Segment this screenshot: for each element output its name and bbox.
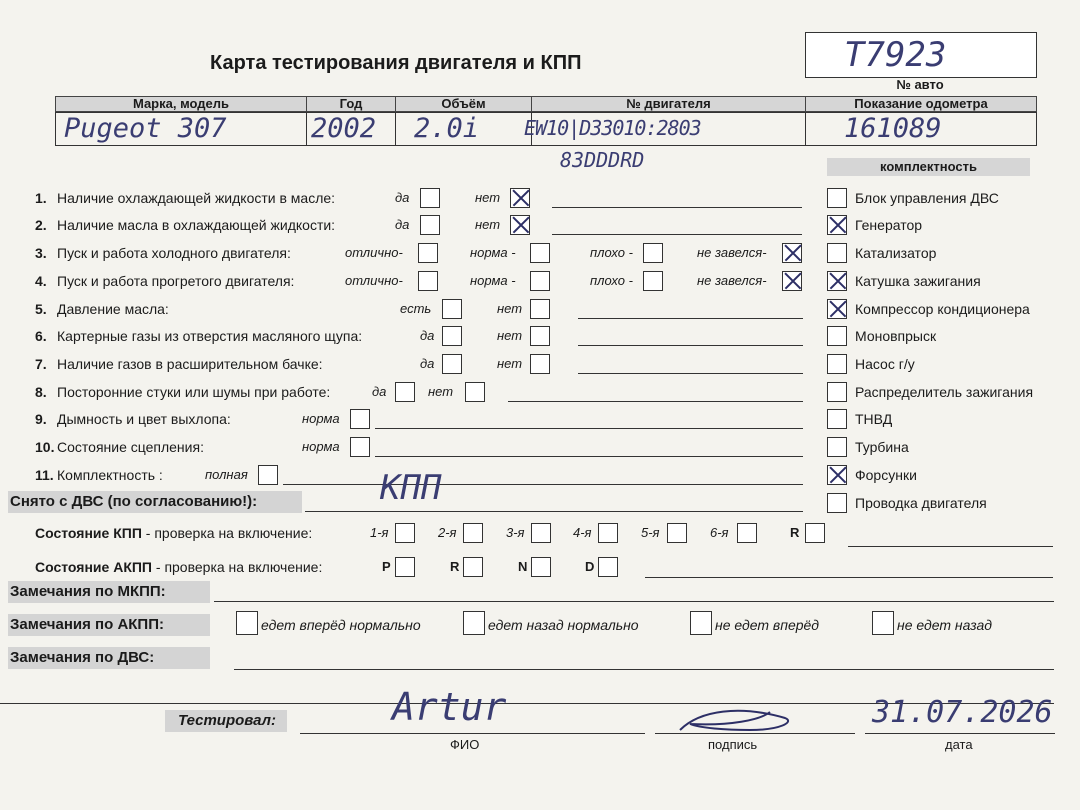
question-number: 10. xyxy=(35,439,55,455)
complect-item-label: Катушка зажигания xyxy=(855,273,981,289)
question-answer-line xyxy=(578,373,803,374)
header-make: Марка, модель xyxy=(55,96,307,112)
cell-year xyxy=(306,112,396,146)
akpp-remark-option-label: едет вперёд нормально xyxy=(261,617,421,633)
kpp-label-bold: Состояние КПП xyxy=(35,525,142,541)
question-option-label: да xyxy=(420,356,435,371)
question-option-checkbox[interactable] xyxy=(420,215,440,235)
question-option-label: нет xyxy=(497,301,523,316)
question-option-checkbox[interactable] xyxy=(350,437,370,457)
cell-engine xyxy=(524,112,806,146)
complect-checkbox[interactable] xyxy=(827,188,847,208)
kpp-gear-checkbox[interactable] xyxy=(737,523,757,543)
tested-label: Тестировал: xyxy=(165,710,287,732)
question-option-checkbox[interactable] xyxy=(782,243,802,263)
question-option-label: нет xyxy=(475,190,501,205)
complect-checkbox[interactable] xyxy=(827,465,847,485)
complect-header: комплектность xyxy=(827,158,1030,176)
question-answer-line xyxy=(375,428,803,429)
akpp-gear-checkbox[interactable] xyxy=(598,557,618,577)
question-number: 7. xyxy=(35,356,47,372)
question-option-checkbox[interactable] xyxy=(530,243,550,263)
question-number: 9. xyxy=(35,411,47,427)
question-label: Посторонние стуки или шумы при работе: xyxy=(57,384,331,400)
question-option-checkbox[interactable] xyxy=(350,409,370,429)
akpp-remark-option-label: не едет назад xyxy=(897,617,992,633)
header-volume: Объём xyxy=(395,96,532,112)
question-label: Пуск и работа холодного двигателя: xyxy=(57,245,291,261)
akpp-gear-label: N xyxy=(518,559,528,574)
question-option-label: норма xyxy=(302,411,340,426)
fio-line xyxy=(300,733,645,734)
question-option-checkbox[interactable] xyxy=(442,299,462,319)
akpp-remark-option-label: не едет вперёд xyxy=(715,617,820,633)
kpp-gear-checkbox[interactable] xyxy=(395,523,415,543)
header-engine: № двигателя xyxy=(531,96,806,112)
complect-checkbox[interactable] xyxy=(827,326,847,346)
question-option-label: норма xyxy=(302,439,340,454)
question-option-label: не завелся- xyxy=(697,273,767,288)
sign-line xyxy=(655,733,855,734)
question-number: 8. xyxy=(35,384,47,400)
complect-checkbox[interactable] xyxy=(827,493,847,513)
sign-label: подпись xyxy=(708,737,758,752)
complect-item-label: Форсунки xyxy=(855,467,917,483)
question-answer-line xyxy=(283,484,803,485)
complect-item-label: Блок управления ДВС xyxy=(855,190,999,206)
question-option-label: не завелся- xyxy=(697,245,767,260)
question-label: Наличие газов в расширительном бачке: xyxy=(57,356,323,372)
question-option-label: есть xyxy=(400,301,432,316)
kpp-gear-label: R xyxy=(790,525,800,540)
question-number: 2. xyxy=(35,217,47,233)
question-option-label: нет xyxy=(497,356,523,371)
complect-item-label: Насос г/у xyxy=(855,356,915,372)
question-option-label: плохо - xyxy=(590,273,633,288)
make-value: Pugeot 307 xyxy=(64,113,227,144)
kpp-gear-checkbox[interactable] xyxy=(463,523,483,543)
question-option-label: плохо - xyxy=(590,245,633,260)
question-number: 4. xyxy=(35,273,47,289)
question-option-checkbox[interactable] xyxy=(643,271,663,291)
kpp-gear-checkbox[interactable] xyxy=(598,523,618,543)
question-answer-line xyxy=(375,456,803,457)
signature-mark xyxy=(670,700,800,740)
complect-item-label: Генератор xyxy=(855,217,923,233)
complect-item-label: ТНВД xyxy=(855,411,893,427)
remarks-dvs-label: Замечания по ДВС: xyxy=(8,647,210,669)
kpp-gear-checkbox[interactable] xyxy=(805,523,825,543)
question-label: Наличие охлаждающей жидкости в масле: xyxy=(57,190,336,206)
question-number: 1. xyxy=(35,190,47,206)
kpp-label-rest: - проверка на включение: xyxy=(141,525,313,541)
car-number-box xyxy=(805,32,1037,78)
form-title: Карта тестирования двигателя и КПП xyxy=(210,52,582,74)
question-option-label: да xyxy=(420,328,435,343)
question-option-checkbox[interactable] xyxy=(418,271,438,291)
complect-checkbox[interactable] xyxy=(827,409,847,429)
header-year: Год xyxy=(306,96,396,112)
question-option-checkbox[interactable] xyxy=(510,215,530,235)
engine-extra-value: 83DDDRD xyxy=(560,148,645,172)
question-option-label: отлично- xyxy=(345,245,403,260)
question-option-label: норма - xyxy=(470,273,516,288)
akpp-remark-checkbox[interactable] xyxy=(690,611,712,635)
question-option-checkbox[interactable] xyxy=(530,271,550,291)
question-answer-line xyxy=(578,318,803,319)
kpp-label xyxy=(35,523,312,543)
akpp-label xyxy=(35,557,322,577)
kpp-gear-checkbox[interactable] xyxy=(531,523,551,543)
kpp-gear-label: 2-я xyxy=(438,525,457,540)
akpp-remark-checkbox[interactable] xyxy=(236,611,258,635)
complect-item-label: Катализатор xyxy=(855,245,937,261)
question-option-label: норма - xyxy=(470,245,516,260)
kpp-gear-label: 1-я xyxy=(370,525,389,540)
engine-value: EW10|D33010:2803 xyxy=(524,116,701,140)
question-label: Давление масла: xyxy=(57,301,169,317)
question-answer-line xyxy=(552,234,802,235)
remarks-mkpp-line xyxy=(214,601,1054,602)
complect-checkbox[interactable] xyxy=(827,382,847,402)
complect-checkbox[interactable] xyxy=(827,354,847,374)
fio-value: Artur xyxy=(392,685,507,729)
question-answer-line xyxy=(552,207,802,208)
complect-item-label: Проводка двигателя xyxy=(855,495,987,511)
complect-checkbox[interactable] xyxy=(827,437,847,457)
akpp-gear-checkbox[interactable] xyxy=(395,557,415,577)
complect-checkbox[interactable] xyxy=(827,299,847,319)
volume-value: 2.0i xyxy=(414,113,480,144)
akpp-gear-label: R xyxy=(450,559,460,574)
question-option-label: отлично- xyxy=(345,273,403,288)
question-option-checkbox[interactable] xyxy=(530,354,550,374)
question-option-checkbox[interactable] xyxy=(395,382,415,402)
question-option-checkbox[interactable] xyxy=(782,271,802,291)
removed-label: Снято с ДВС (по согласованию!): xyxy=(8,491,302,513)
akpp-remark-option-label: едет назад нормально xyxy=(488,617,639,633)
question-label: Наличие масла в охлаждающей жидкости: xyxy=(57,217,336,233)
akpp-label-bold: Состояние АКПП xyxy=(35,559,152,575)
complect-checkbox[interactable] xyxy=(827,243,847,263)
year-value: 2002 xyxy=(311,113,377,144)
complect-checkbox[interactable] xyxy=(827,271,847,291)
akpp-label-rest: - проверка на включение: xyxy=(152,559,323,575)
kpp-gear-label: 5-я xyxy=(641,525,660,540)
question-option-label: нет xyxy=(428,384,454,399)
cell-make xyxy=(55,112,307,146)
question-option-checkbox[interactable] xyxy=(442,326,462,346)
akpp-remark-checkbox[interactable] xyxy=(463,611,485,635)
kpp-line xyxy=(848,546,1053,547)
date-label: дата xyxy=(945,737,973,752)
fio-label: ФИО xyxy=(450,737,480,752)
question-option-checkbox[interactable] xyxy=(643,243,663,263)
question-option-label: нет xyxy=(497,328,523,343)
question-option-label: да xyxy=(395,217,410,232)
complect-item-label: Распределитель зажигания xyxy=(855,384,1034,400)
akpp-remark-checkbox[interactable] xyxy=(872,611,894,635)
kpp-gear-checkbox[interactable] xyxy=(667,523,687,543)
complect-item-label: Компрессор кондиционера xyxy=(855,301,1030,317)
cell-volume xyxy=(395,112,532,146)
question-option-label: да xyxy=(372,384,387,399)
cell-odometer xyxy=(805,112,1037,146)
car-number-value: T7923 xyxy=(844,35,947,75)
question-option-checkbox[interactable] xyxy=(510,188,530,208)
complect-checkbox[interactable] xyxy=(827,215,847,235)
question-option-checkbox[interactable] xyxy=(418,243,438,263)
question-answer-line xyxy=(508,401,803,402)
question-option-label: нет xyxy=(475,217,501,232)
akpp-gear-checkbox[interactable] xyxy=(531,557,551,577)
akpp-gear-checkbox[interactable] xyxy=(463,557,483,577)
removed-value: КПП xyxy=(380,468,442,508)
car-number-label: № авто xyxy=(805,78,1035,92)
question-option-checkbox[interactable] xyxy=(258,465,278,485)
kpp-gear-label: 6-я xyxy=(710,525,729,540)
question-option-checkbox[interactable] xyxy=(530,326,550,346)
question-number: 11. xyxy=(35,467,54,483)
akpp-line xyxy=(645,577,1053,578)
header-odometer: Показание одометра xyxy=(805,96,1037,112)
akpp-gear-label: D xyxy=(585,559,595,574)
kpp-gear-label: 4-я xyxy=(573,525,592,540)
question-number: 3. xyxy=(35,245,47,261)
question-label: Дымность и цвет выхлопа: xyxy=(57,411,231,427)
question-option-checkbox[interactable] xyxy=(420,188,440,208)
question-option-checkbox[interactable] xyxy=(442,354,462,374)
question-label: Картерные газы из отверстия масляного щупа: xyxy=(57,328,363,344)
question-label: Комплектность : xyxy=(57,467,163,483)
complect-item-label: Турбина xyxy=(855,439,909,455)
question-number: 6. xyxy=(35,328,47,344)
date-value: 31.07.2026 xyxy=(872,695,1053,730)
kpp-gear-label: 3-я xyxy=(506,525,525,540)
remarks-akpp-label: Замечания по АКПП: xyxy=(8,614,210,636)
question-option-checkbox[interactable] xyxy=(465,382,485,402)
akpp-gear-label: P xyxy=(382,559,391,574)
question-option-label: да xyxy=(395,190,410,205)
question-label: Состояние сцепления: xyxy=(57,439,204,455)
question-option-checkbox[interactable] xyxy=(530,299,550,319)
question-answer-line xyxy=(578,345,803,346)
removed-line xyxy=(305,511,803,512)
question-label: Пуск и работа прогретого двигателя: xyxy=(57,273,295,289)
question-option-label: полная xyxy=(205,467,248,482)
remarks-mkpp-label: Замечания по МКПП: xyxy=(8,581,210,603)
complect-item-label: Моновпрыск xyxy=(855,328,937,344)
date-line xyxy=(865,733,1055,734)
remarks-dvs-line xyxy=(234,669,1054,670)
odometer-value: 161089 xyxy=(844,113,942,144)
question-number: 5. xyxy=(35,301,47,317)
